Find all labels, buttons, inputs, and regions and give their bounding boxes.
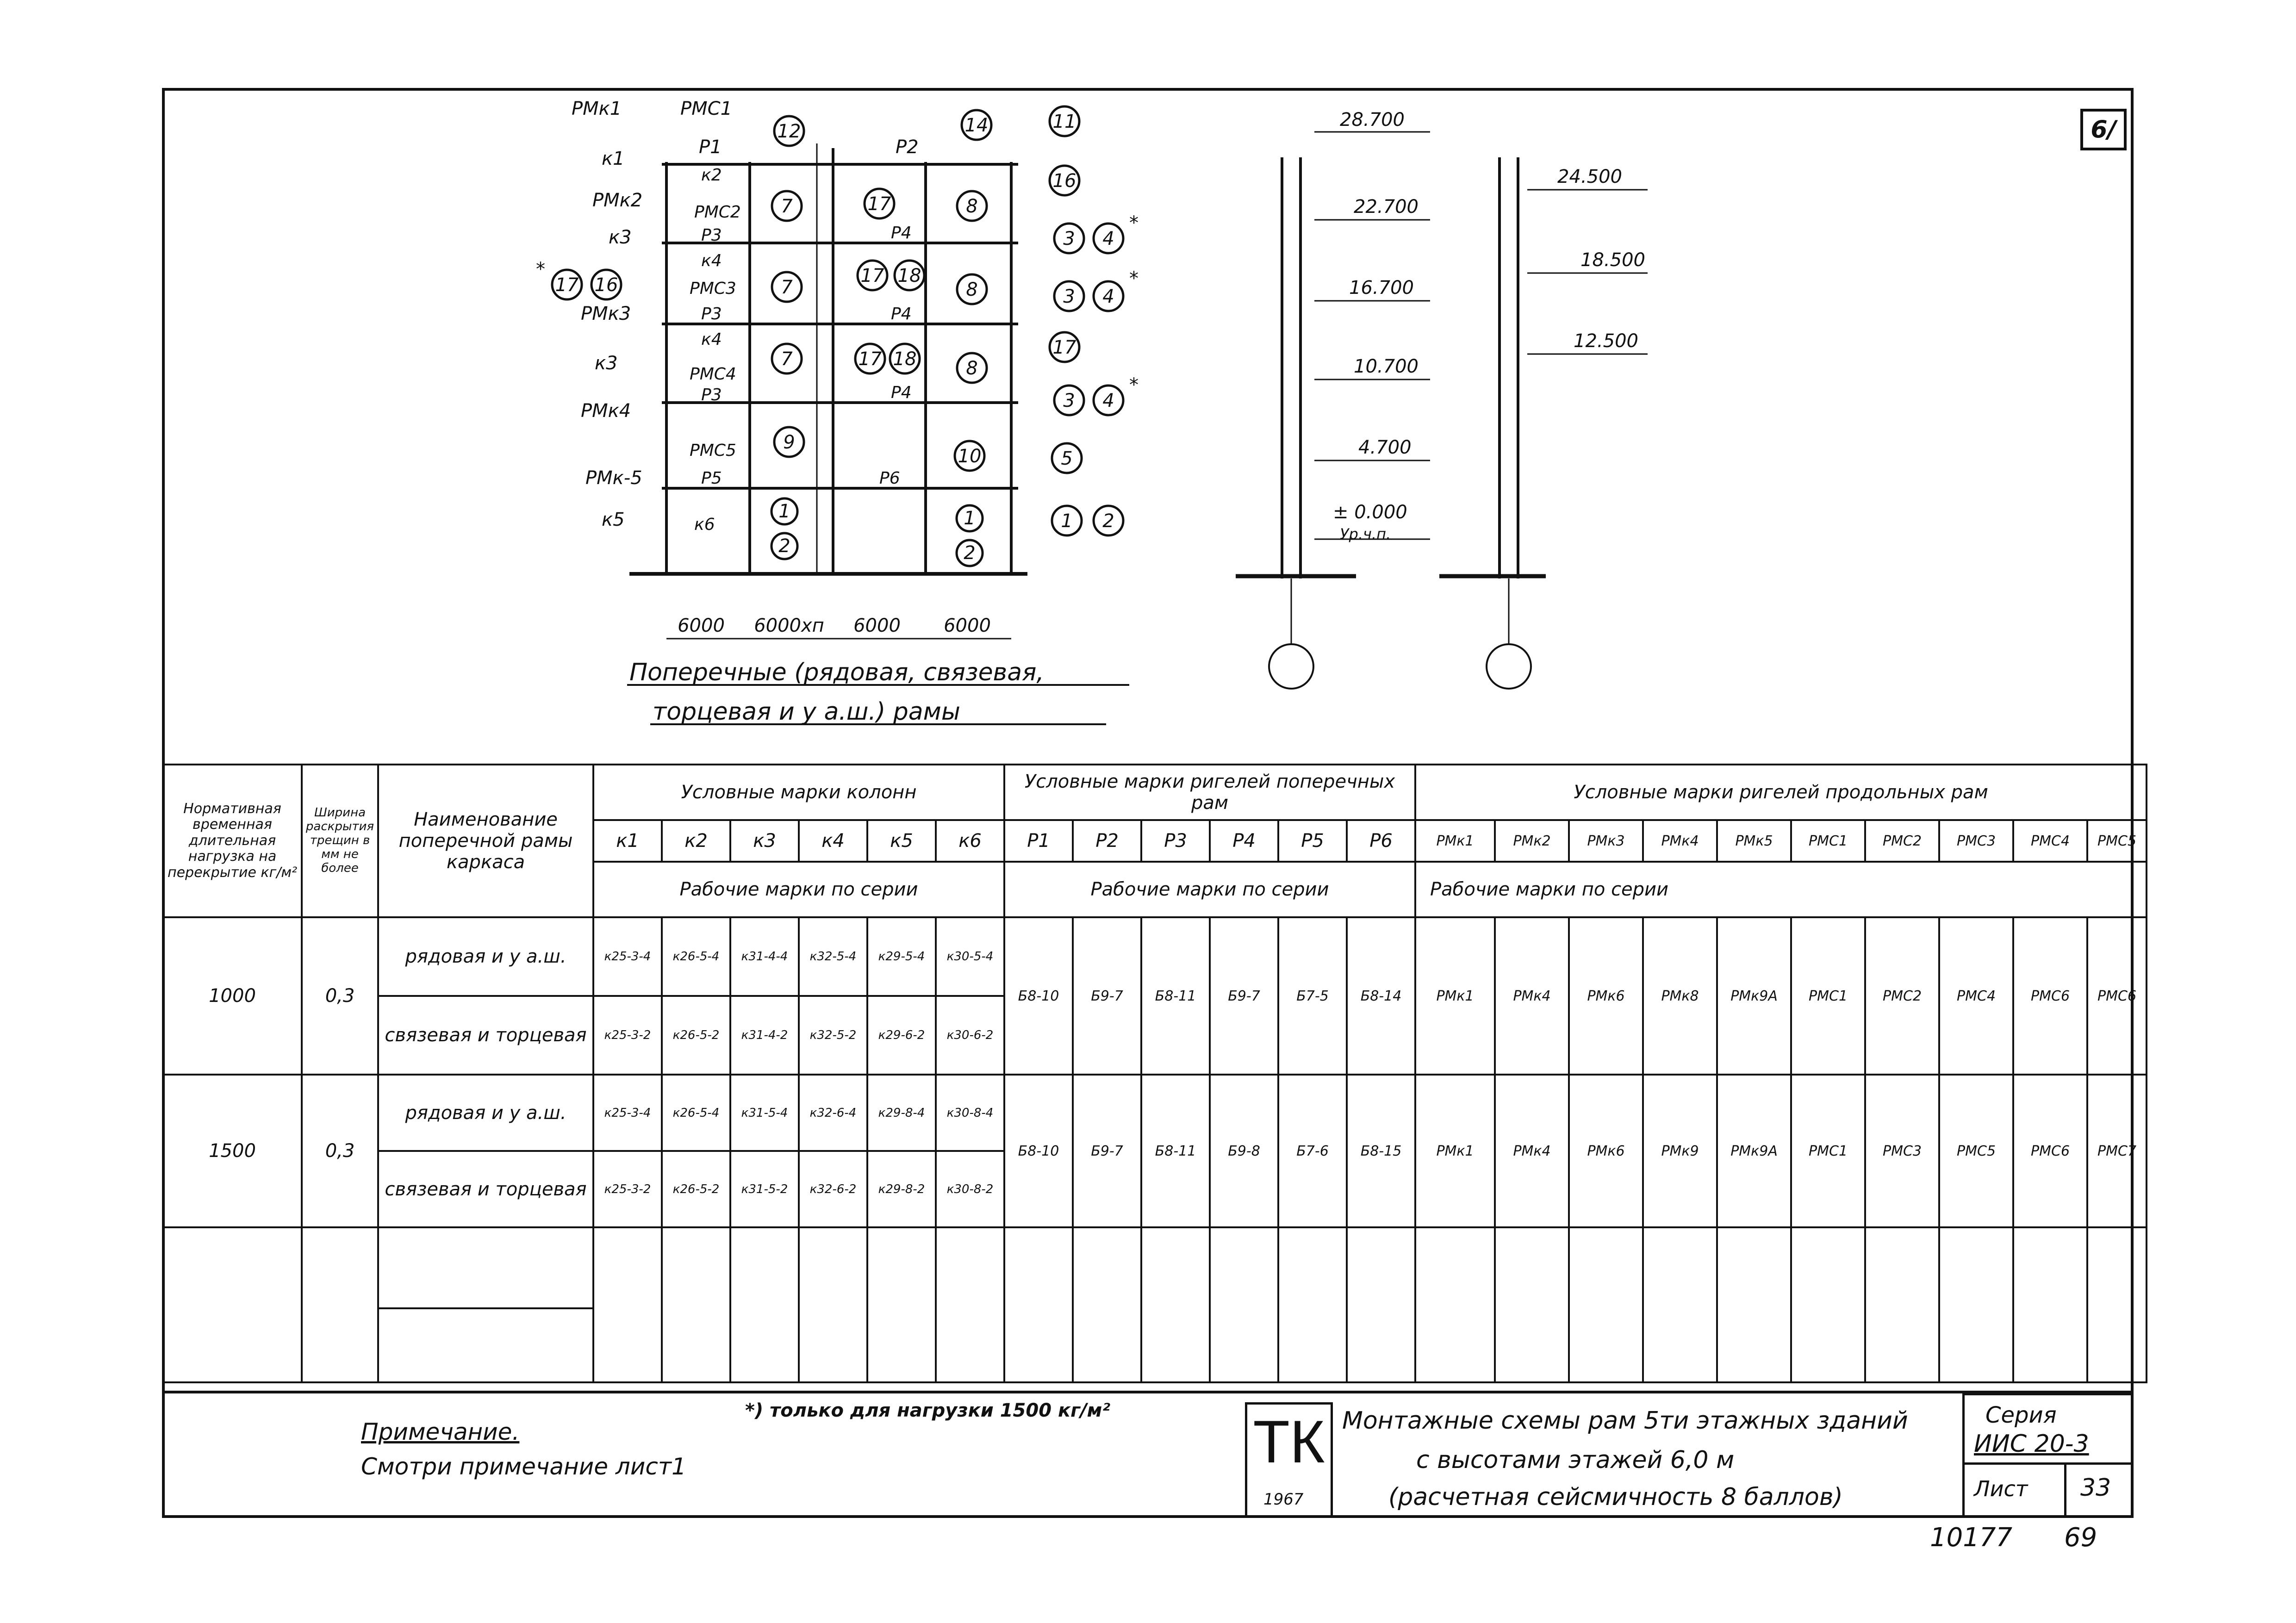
mark-16: 16 bbox=[1052, 170, 1076, 192]
col-work-mark: к29-8-4 bbox=[867, 1075, 936, 1151]
title-line3: (расчетная сейсмичность 8 баллов) bbox=[1388, 1483, 1843, 1511]
elev-16700: 16.700 bbox=[1349, 277, 1414, 298]
col-work-mark: к31-4-2 bbox=[730, 996, 799, 1075]
elev-18500: 18.500 bbox=[1580, 249, 1645, 271]
caption-line2: торцевая и у а.ш.) рамы bbox=[653, 698, 960, 726]
mark-17a: 17 bbox=[867, 193, 891, 215]
label-rmc4: РМС4 bbox=[690, 365, 736, 384]
long-work-mark: РМС1 bbox=[1791, 1075, 1865, 1227]
col-mark: к4 bbox=[799, 820, 867, 862]
elev-22700: 22.700 bbox=[1354, 196, 1419, 218]
long-work-mark: РМк8 bbox=[1643, 917, 1717, 1075]
load-1000: 1000 bbox=[163, 917, 302, 1075]
mark-7a: 7 bbox=[781, 196, 793, 217]
series-divider bbox=[1962, 1462, 2134, 1465]
label-k6: к6 bbox=[694, 515, 715, 534]
col-work-mark: к31-5-2 bbox=[730, 1151, 799, 1227]
mark-18b: 18 bbox=[893, 348, 917, 370]
label-k4a: к4 bbox=[701, 251, 722, 270]
mark-1a: 1 bbox=[778, 501, 790, 522]
col-work-mark: к30-5-4 bbox=[936, 917, 1004, 996]
label-k5: к5 bbox=[602, 509, 625, 530]
label-rmk4: РМк4 bbox=[581, 400, 631, 422]
mark-2a: 2 bbox=[778, 535, 790, 557]
empty-row bbox=[163, 1227, 2147, 1308]
long-work-mark: РМк9А bbox=[1717, 917, 1791, 1075]
label-k1: к1 bbox=[602, 148, 625, 169]
mark-17b: 17 bbox=[555, 274, 579, 296]
label-p2: Р2 bbox=[896, 137, 919, 158]
long-mark: РМС1 bbox=[1791, 820, 1865, 862]
work-marks-cross: Рабочие марки по серии bbox=[1004, 862, 1415, 917]
label-k3a: к3 bbox=[609, 227, 632, 248]
mark-2b: 2 bbox=[964, 542, 976, 564]
long-work-mark: РМк4 bbox=[1495, 1075, 1569, 1227]
mark-12: 12 bbox=[777, 121, 801, 142]
cross-mark: Р5 bbox=[1278, 820, 1347, 862]
archive-code: 10177 bbox=[1930, 1523, 2013, 1553]
mark-11: 11 bbox=[1052, 111, 1076, 132]
cross-work-mark: Б8-14 bbox=[1347, 917, 1415, 1075]
label-rmc2: РМС2 bbox=[694, 203, 741, 222]
archive-code-2: 69 bbox=[2064, 1523, 2097, 1553]
label-rmk2: РМк2 bbox=[592, 190, 643, 211]
label-rmk5: РМк-5 bbox=[585, 467, 642, 489]
header-frame-name: Наименование поперечной рамы каркаса bbox=[378, 765, 593, 917]
header-crack: Ширина раскрытия трещин в мм не более bbox=[302, 765, 378, 917]
mark-8a: 8 bbox=[966, 196, 978, 217]
col-work-mark: к32-5-2 bbox=[799, 996, 867, 1075]
cross-work-mark: Б8-10 bbox=[1004, 1075, 1073, 1227]
long-mark: РМк2 bbox=[1495, 820, 1569, 862]
span-4: 6000 bbox=[944, 615, 991, 636]
long-work-mark: РМк1 bbox=[1415, 917, 1495, 1075]
mark-8c: 8 bbox=[966, 358, 978, 379]
series-value: ИИС 20-3 bbox=[1974, 1430, 2089, 1458]
mark-17c: 17 bbox=[860, 265, 884, 286]
header-columns: Условные марки колонн bbox=[593, 765, 1004, 820]
cross-work-mark: Б8-10 bbox=[1004, 917, 1073, 1075]
span-3: 6000 bbox=[853, 615, 901, 636]
note-text: Смотри примечание лист1 bbox=[361, 1453, 686, 1480]
cross-work-mark: Б9-7 bbox=[1073, 1075, 1141, 1227]
col-work-mark: к29-6-2 bbox=[867, 996, 936, 1075]
long-mark: РМк3 bbox=[1569, 820, 1643, 862]
load-1500: 1500 bbox=[163, 1075, 302, 1227]
mark-3b: 3 bbox=[1063, 286, 1075, 307]
mark-10: 10 bbox=[958, 446, 982, 467]
long-mark: РМк5 bbox=[1717, 820, 1791, 862]
col-work-mark: к32-5-4 bbox=[799, 917, 867, 996]
frame-ordinary: рядовая и у а.ш. bbox=[378, 917, 593, 996]
mark-9: 9 bbox=[783, 432, 795, 453]
long-work-mark: РМС6 bbox=[2087, 917, 2147, 1075]
note-title: Примечание. bbox=[361, 1418, 520, 1445]
title-line1: Монтажные схемы рам 5ти этажных зданий bbox=[1342, 1407, 1908, 1435]
long-mark: РМС2 bbox=[1865, 820, 1939, 862]
frame-bracing: связевая и торцевая bbox=[378, 1151, 593, 1227]
mark-3c: 3 bbox=[1063, 390, 1075, 411]
col-work-mark: к26-5-4 bbox=[662, 1075, 730, 1151]
label-rmk3: РМк3 bbox=[581, 303, 631, 324]
col-work-mark: к29-5-4 bbox=[867, 917, 936, 996]
cross-work-mark: Б8-15 bbox=[1347, 1075, 1415, 1227]
series-label: Серия bbox=[1985, 1402, 2057, 1428]
elev-ground: Ур.ч.п. bbox=[1340, 525, 1391, 543]
work-marks-long: Рабочие марки по серии bbox=[1415, 862, 2147, 917]
label-p6: Р6 bbox=[879, 469, 900, 488]
col-work-mark: к25-3-4 bbox=[593, 1075, 662, 1151]
mark-1b: 1 bbox=[964, 508, 976, 529]
long-work-mark: РМк1 bbox=[1415, 1075, 1495, 1227]
col-mark: к5 bbox=[867, 820, 936, 862]
col-mark: к3 bbox=[730, 820, 799, 862]
mark-16b: 16 bbox=[594, 274, 618, 296]
long-work-mark: РМк6 bbox=[1569, 917, 1643, 1075]
label-p4c: Р4 bbox=[891, 383, 912, 402]
long-work-mark: РМС1 bbox=[1791, 917, 1865, 1075]
long-mark: РМС4 bbox=[2013, 820, 2087, 862]
sheet-divider bbox=[2064, 1462, 2066, 1518]
col-work-mark: к25-3-2 bbox=[593, 996, 662, 1075]
col-work-mark: к31-5-4 bbox=[730, 1075, 799, 1151]
label-p4a: Р4 bbox=[891, 224, 912, 243]
mark-2c: 2 bbox=[1102, 510, 1114, 532]
mark-17e: 17 bbox=[1052, 337, 1076, 358]
label-p4b: Р4 bbox=[891, 305, 912, 323]
col-work-mark: к25-3-2 bbox=[593, 1151, 662, 1227]
col-work-mark: к26-5-2 bbox=[662, 996, 730, 1075]
cross-work-mark: Б7-6 bbox=[1278, 1075, 1347, 1227]
crack-1500: 0,3 bbox=[302, 1075, 378, 1227]
long-work-mark: РМк9 bbox=[1643, 1075, 1717, 1227]
col-work-mark: к32-6-4 bbox=[799, 1075, 867, 1151]
long-mark: РМС3 bbox=[1939, 820, 2013, 862]
long-work-mark: РМк9А bbox=[1717, 1075, 1791, 1227]
work-marks-columns: Рабочие марки по серии bbox=[593, 862, 1004, 917]
mark-1c: 1 bbox=[1061, 510, 1073, 532]
col-work-mark: к31-4-4 bbox=[730, 917, 799, 996]
footer-band bbox=[162, 1391, 2134, 1393]
crack-1000: 0,3 bbox=[302, 917, 378, 1075]
span-2: 6000хп bbox=[754, 615, 824, 636]
elev-12500: 12.500 bbox=[1574, 330, 1638, 352]
col-mark: к2 bbox=[662, 820, 730, 862]
mark-4b: 4 bbox=[1102, 286, 1114, 307]
mark-7c: 7 bbox=[781, 348, 793, 370]
label-p3c: Р3 bbox=[701, 386, 722, 404]
label-p5: Р5 bbox=[701, 469, 722, 488]
label-rmc1: РМС1 bbox=[680, 98, 733, 119]
label-rmc3: РМС3 bbox=[690, 279, 736, 298]
label-p3b: Р3 bbox=[701, 305, 722, 323]
col-work-mark: к30-8-2 bbox=[936, 1151, 1004, 1227]
mark-7b: 7 bbox=[781, 277, 793, 298]
label-k3b: к3 bbox=[595, 353, 618, 374]
col-work-mark: к30-6-2 bbox=[936, 996, 1004, 1075]
star-note: *) только для нагрузки 1500 кг/м² bbox=[745, 1400, 1110, 1421]
long-mark: РМк4 bbox=[1643, 820, 1717, 862]
spec-table bbox=[162, 764, 2147, 1383]
frame-ordinary: рядовая и у а.ш. bbox=[378, 1075, 593, 1151]
label-p3a: Р3 bbox=[701, 226, 722, 245]
label-rmc5: РМС5 bbox=[690, 441, 736, 460]
col-work-mark: к32-6-2 bbox=[799, 1151, 867, 1227]
long-work-mark: РМС6 bbox=[2013, 1075, 2087, 1227]
label-rmk1: РМк1 bbox=[572, 98, 622, 119]
mark-4c: 4 bbox=[1102, 390, 1114, 411]
mark-17d: 17 bbox=[858, 348, 882, 370]
mark-8b: 8 bbox=[966, 279, 978, 300]
long-work-mark: РМС4 bbox=[1939, 917, 2013, 1075]
sheet-label: Лист bbox=[1974, 1476, 2028, 1501]
long-work-mark: РМС3 bbox=[1865, 1075, 1939, 1227]
col-mark: к6 bbox=[936, 820, 1004, 862]
col-work-mark: к26-5-2 bbox=[662, 1151, 730, 1227]
label-k2: к2 bbox=[701, 166, 722, 185]
long-work-mark: РМк6 bbox=[1569, 1075, 1643, 1227]
star-c: * bbox=[1129, 374, 1139, 396]
cross-work-mark: Б7-5 bbox=[1278, 917, 1347, 1075]
sheet-number: 33 bbox=[2080, 1474, 2111, 1502]
header-load: Нормативная временная длительная нагрузка на перекрытие кг/м² bbox=[163, 765, 302, 917]
mark-4a: 4 bbox=[1102, 228, 1114, 249]
mark-3a: 3 bbox=[1063, 228, 1075, 249]
mark-14: 14 bbox=[964, 115, 989, 136]
cross-work-mark: Б8-11 bbox=[1141, 1075, 1210, 1227]
logo-year: 1967 bbox=[1263, 1490, 1304, 1509]
frame-bracing: связевая и торцевая bbox=[378, 996, 593, 1075]
long-work-mark: РМС2 bbox=[1865, 917, 1939, 1075]
cross-work-mark: Б8-11 bbox=[1141, 917, 1210, 1075]
long-work-mark: РМС5 bbox=[1939, 1075, 2013, 1227]
sheet-tag: 6/ bbox=[2080, 109, 2127, 150]
elev-0000: ± 0.000 bbox=[1333, 502, 1407, 523]
elev-28700: 28.700 bbox=[1340, 109, 1405, 131]
label-k4b: к4 bbox=[701, 330, 722, 349]
star-b: * bbox=[1129, 268, 1139, 289]
long-work-mark: РМк4 bbox=[1495, 917, 1569, 1075]
title-line2: с высотами этажей 6,0 м bbox=[1416, 1446, 1735, 1474]
cross-mark: Р3 bbox=[1141, 820, 1210, 862]
mark-5: 5 bbox=[1061, 448, 1073, 469]
col-mark: к1 bbox=[593, 820, 662, 862]
header-cross-girders: Условные марки ригелей поперечных рам bbox=[1004, 765, 1415, 820]
long-mark: РМк1 bbox=[1415, 820, 1495, 862]
col-work-mark: к26-5-4 bbox=[662, 917, 730, 996]
cross-work-mark: Б9-7 bbox=[1210, 917, 1278, 1075]
cross-work-mark: Б9-8 bbox=[1210, 1075, 1278, 1227]
cross-work-mark: Б9-7 bbox=[1073, 917, 1141, 1075]
long-work-mark: РМС6 bbox=[2013, 917, 2087, 1075]
caption-line1: Поперечные (рядовая, связевая, bbox=[629, 659, 1044, 686]
long-mark: РМС5 bbox=[2087, 820, 2147, 862]
span-1: 6000 bbox=[678, 615, 725, 636]
col-work-mark: к25-3-4 bbox=[593, 917, 662, 996]
col-work-mark: к30-8-4 bbox=[936, 1075, 1004, 1151]
elev-24500: 24.500 bbox=[1557, 166, 1622, 187]
elev-10700: 10.700 bbox=[1354, 356, 1419, 377]
elev-4700: 4.700 bbox=[1358, 437, 1412, 458]
label-p1: Р1 bbox=[699, 137, 722, 158]
cross-mark: Р1 bbox=[1004, 820, 1073, 862]
star-d: * bbox=[536, 259, 545, 280]
tk-logo: ТК bbox=[1253, 1408, 1325, 1475]
header-long-girders: Условные марки ригелей продольных рам bbox=[1415, 765, 2147, 820]
star-a: * bbox=[1129, 212, 1139, 234]
long-work-mark: РМС7 bbox=[2087, 1075, 2147, 1227]
cross-mark: Р2 bbox=[1073, 820, 1141, 862]
cross-mark: Р4 bbox=[1210, 820, 1278, 862]
col-work-mark: к29-8-2 bbox=[867, 1151, 936, 1227]
mark-18a: 18 bbox=[897, 265, 921, 286]
cross-mark: Р6 bbox=[1347, 820, 1415, 862]
